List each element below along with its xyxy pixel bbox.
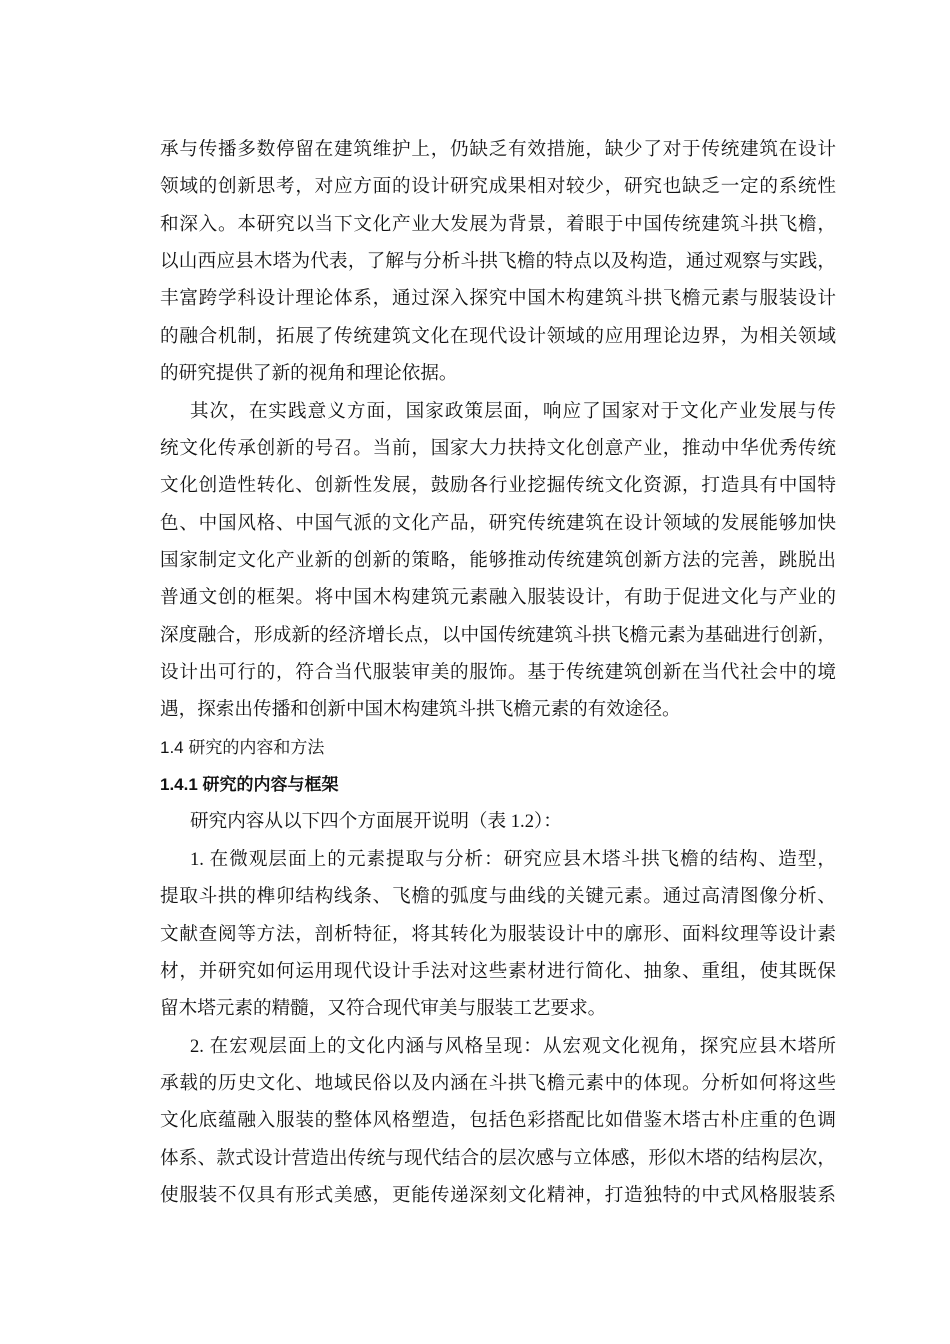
text-line: 以山西应县木塔为代表，了解与分析斗拱飞檐的特点以及构造，通过观察与实践， xyxy=(160,251,836,273)
text-line: 其次，在实践意义方面，国家政策层面，响应了国家对于文化产业发展与传 xyxy=(190,400,836,422)
text-line: 遇，探索出传播和创新中国木构建筑斗拱飞檐元素的有效途径。 xyxy=(160,699,681,721)
text-line: 统文化传承创新的号召。当前，国家大力扶持文化创意产业，推动中华优秀传统 xyxy=(160,437,836,459)
text-line: 文献查阅等方法，剖析特征，将其转化为服装设计中的廓形、面料纹理等设计素 xyxy=(160,923,836,945)
text-line: 普通文创的框架。将中国木构建筑元素融入服装设计，有助于促进文化与产业的 xyxy=(160,587,836,609)
text-line: 文化底蕴融入服装的整体风格塑造，包括色彩搭配比如借鉴木塔古朴庄重的色调 xyxy=(160,1110,836,1132)
subsection-heading-1-4-1: 1.4.1 研究的内容与框架 xyxy=(160,775,339,795)
text-line: 体系、款式设计营造出传统与现代结合的层次感与立体感，形似木塔的结构层次， xyxy=(160,1147,836,1169)
text-line: 承载的历史文化、地域民俗以及内涵在斗拱飞檐元素中的体现。分析如何将这些 xyxy=(160,1072,836,1094)
text-line: 留木塔元素的精髓，又符合现代审美与服装工艺要求。 xyxy=(160,998,607,1020)
paragraph-practical-significance xyxy=(160,393,836,729)
text-line: 国家制定文化产业新的创新的策略，能够推动传统建筑创新方法的完善，跳脱出 xyxy=(160,549,836,571)
document-page xyxy=(160,131,836,1214)
section-heading-1-4: 1.4 研究的内容和方法 xyxy=(160,737,325,757)
text-line: 设计出可行的，符合当代服装审美的服饰。基于传统建筑创新在当代社会中的境 xyxy=(160,662,836,684)
content-item-2 xyxy=(160,1028,836,1215)
text-line: 2. 在宏观层面上的文化内涵与风格呈现：从宏观文化视角，探究应县木塔所 xyxy=(190,1035,836,1057)
text-line: 1. 在微观层面上的元素提取与分析：研究应县木塔斗拱飞檐的结构、造型， xyxy=(190,848,836,870)
paragraph-theoretical-significance xyxy=(160,131,836,393)
text-line: 材，并研究如何运用现代设计手法对这些素材进行简化、抽象、重组，使其既保 xyxy=(160,960,836,982)
text-line: 领域的创新思考，对应方面的设计研究成果相对较少，研究也缺乏一定的系统性 xyxy=(160,176,836,198)
text-line: 使服装不仅具有形式美感，更能传递深刻文化精神，打造独特的中式风格服装系 xyxy=(160,1185,836,1207)
text-line: 深度融合，形成新的经济增长点，以中国传统建筑斗拱飞檐元素为基础进行创新， xyxy=(160,624,836,646)
text-line: 的融合机制，拓展了传统建筑文化在现代设计领域的应用理论边界，为相关领域 xyxy=(160,325,836,347)
text-line: 丰富跨学科设计理论体系，通过深入探究中国木构建筑斗拱飞檐元素与服装设计 xyxy=(160,288,836,310)
text-line: 和深入。本研究以当下文化产业大发展为背景，着眼于中国传统建筑斗拱飞檐， xyxy=(160,213,836,235)
intro-line: 研究内容从以下四个方面展开说明（表 1.2）： xyxy=(190,811,562,833)
text-line: 承与传播多数停留在建筑维护上，仍缺乏有效措施，缺少了对于传统建筑在设计 xyxy=(160,139,836,160)
text-line: 色、中国风格、中国气派的文化产品，研究传统建筑在设计领域的发展能够加快 xyxy=(160,512,836,534)
content-item-1 xyxy=(160,841,836,1028)
text-line: 提取斗拱的榫卯结构线条、飞檐的弧度与曲线的关键元素。通过高清图像分析、 xyxy=(160,886,836,908)
text-line: 文化创造性转化、创新性发展，鼓励各行业挖掘传统文化资源，打造具有中国特 xyxy=(160,475,836,497)
text-line: 的研究提供了新的视角和理论依据。 xyxy=(160,363,458,385)
